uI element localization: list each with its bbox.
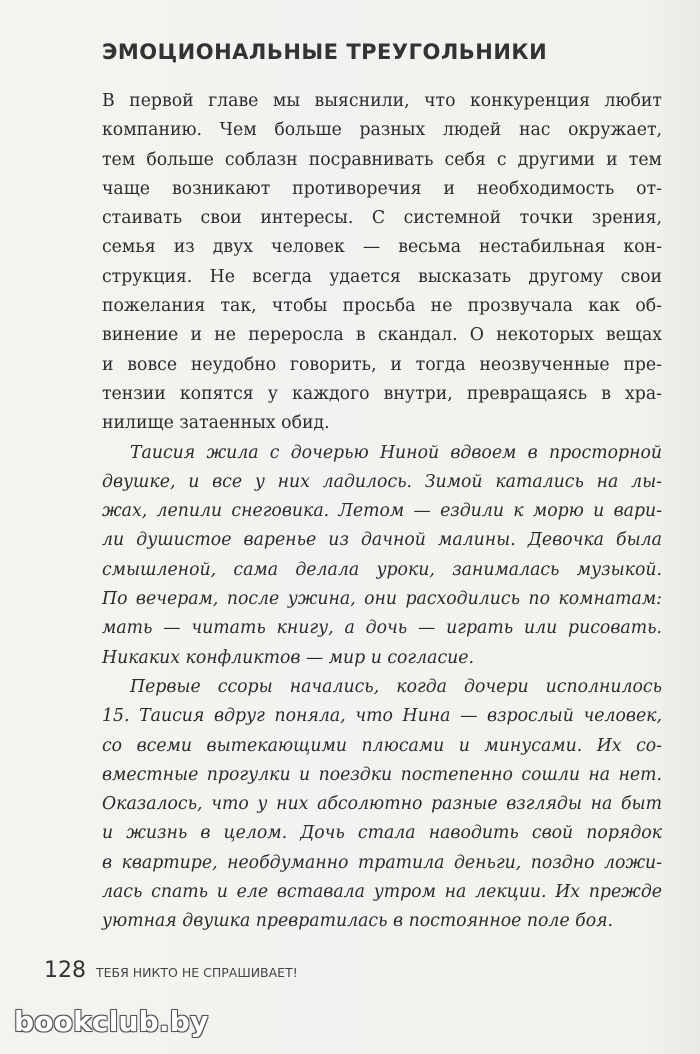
text-line: и жизнь в целом. Дочь стала наводить свой порядок bbox=[102, 823, 662, 844]
text-line: вместные прогулки и поездки постепенно сошли на нет. bbox=[102, 764, 662, 785]
body-text bbox=[102, 87, 662, 937]
text-line: в квартире, необдуманно тратила деньги, поздно ложи- bbox=[102, 852, 662, 873]
text-line: винение и не переросла в скандал. О некоторых вещах bbox=[102, 325, 662, 346]
page-footer bbox=[44, 958, 298, 984]
text-line: со всеми вытекающими плюсами и минусами. Их со- bbox=[102, 735, 662, 756]
text-line: По вечерам, после ужина, они расходились по комнатам: bbox=[102, 589, 662, 610]
page-number: 128 bbox=[44, 958, 86, 983]
text-line: тем больше соблазн посравнивать себя с другими и тем bbox=[102, 149, 662, 170]
text-line: компанию. Чем больше разных людей нас окружает, bbox=[102, 120, 662, 141]
paragraph-3 bbox=[102, 673, 662, 937]
text-line: ли душистое варенье из дачной малины. Девочка была bbox=[102, 530, 662, 551]
text-line: двушке, и все у них ладилось. Зимой катались на лы- bbox=[102, 471, 662, 492]
text-line: Первые ссоры начались, когда дочери исполнилось bbox=[130, 676, 662, 697]
running-title: ТЕБЯ НИКТО НЕ СПРАШИВАЕТ! bbox=[96, 965, 298, 980]
paragraph-1 bbox=[102, 87, 662, 439]
text-line: Таисия жила с дочерью Ниной вдвоем в просторной bbox=[130, 442, 662, 463]
text-line: В первой главе мы выяснили, что конкуренция любит bbox=[102, 91, 662, 111]
text-line: мать — читать книгу, а дочь — играть или рисовать. bbox=[102, 618, 662, 639]
watermark-logo: bookclub.by bbox=[14, 1005, 209, 1038]
text-line: тензии копятся у каждого внутри, превращаясь в хра- bbox=[102, 383, 662, 404]
text-line: струкция. Не всегда удается высказать другому свои bbox=[102, 266, 662, 287]
text-line: чаще возникают противоречия и необходимость от- bbox=[102, 178, 662, 199]
text-line: стаивать свои интересы. С системной точки зрения, bbox=[102, 208, 662, 229]
text-line: пожелания так, чтобы просьба не прозвучала как об- bbox=[102, 296, 662, 317]
text-line: лась спать и еле вставала утром на лекции. Их прежде bbox=[102, 882, 662, 903]
text-line: и вовсе неудобно говорить, и тогда неозвученные пре- bbox=[102, 354, 662, 375]
text-line: уютная двушка превратилась в постоянное поле боя. bbox=[102, 911, 614, 932]
text-line: смышленой, сама делала уроки, занималась музыкой. bbox=[102, 559, 662, 580]
chapter-section-heading: ЭМОЦИОНАЛЬНЫЕ ТРЕУГОЛЬНИКИ bbox=[102, 40, 548, 64]
text-line: семья из двух человек — весьма нестабильная кон- bbox=[102, 237, 662, 258]
text-line: жах, лепили снеговика. Летом — ездили к морю и вари- bbox=[102, 501, 662, 522]
paragraph-2 bbox=[102, 439, 662, 673]
text-line: Никаких конфликтов — мир и согласие. bbox=[102, 647, 475, 668]
text-line: 15. Таисия вдруг поняла, что Нина — взрослый человек, bbox=[102, 706, 662, 727]
text-line: Оказалось, что у них абсолютно разные взгляды на быт bbox=[102, 794, 662, 815]
text-line: нилище затаенных обид. bbox=[102, 413, 330, 434]
